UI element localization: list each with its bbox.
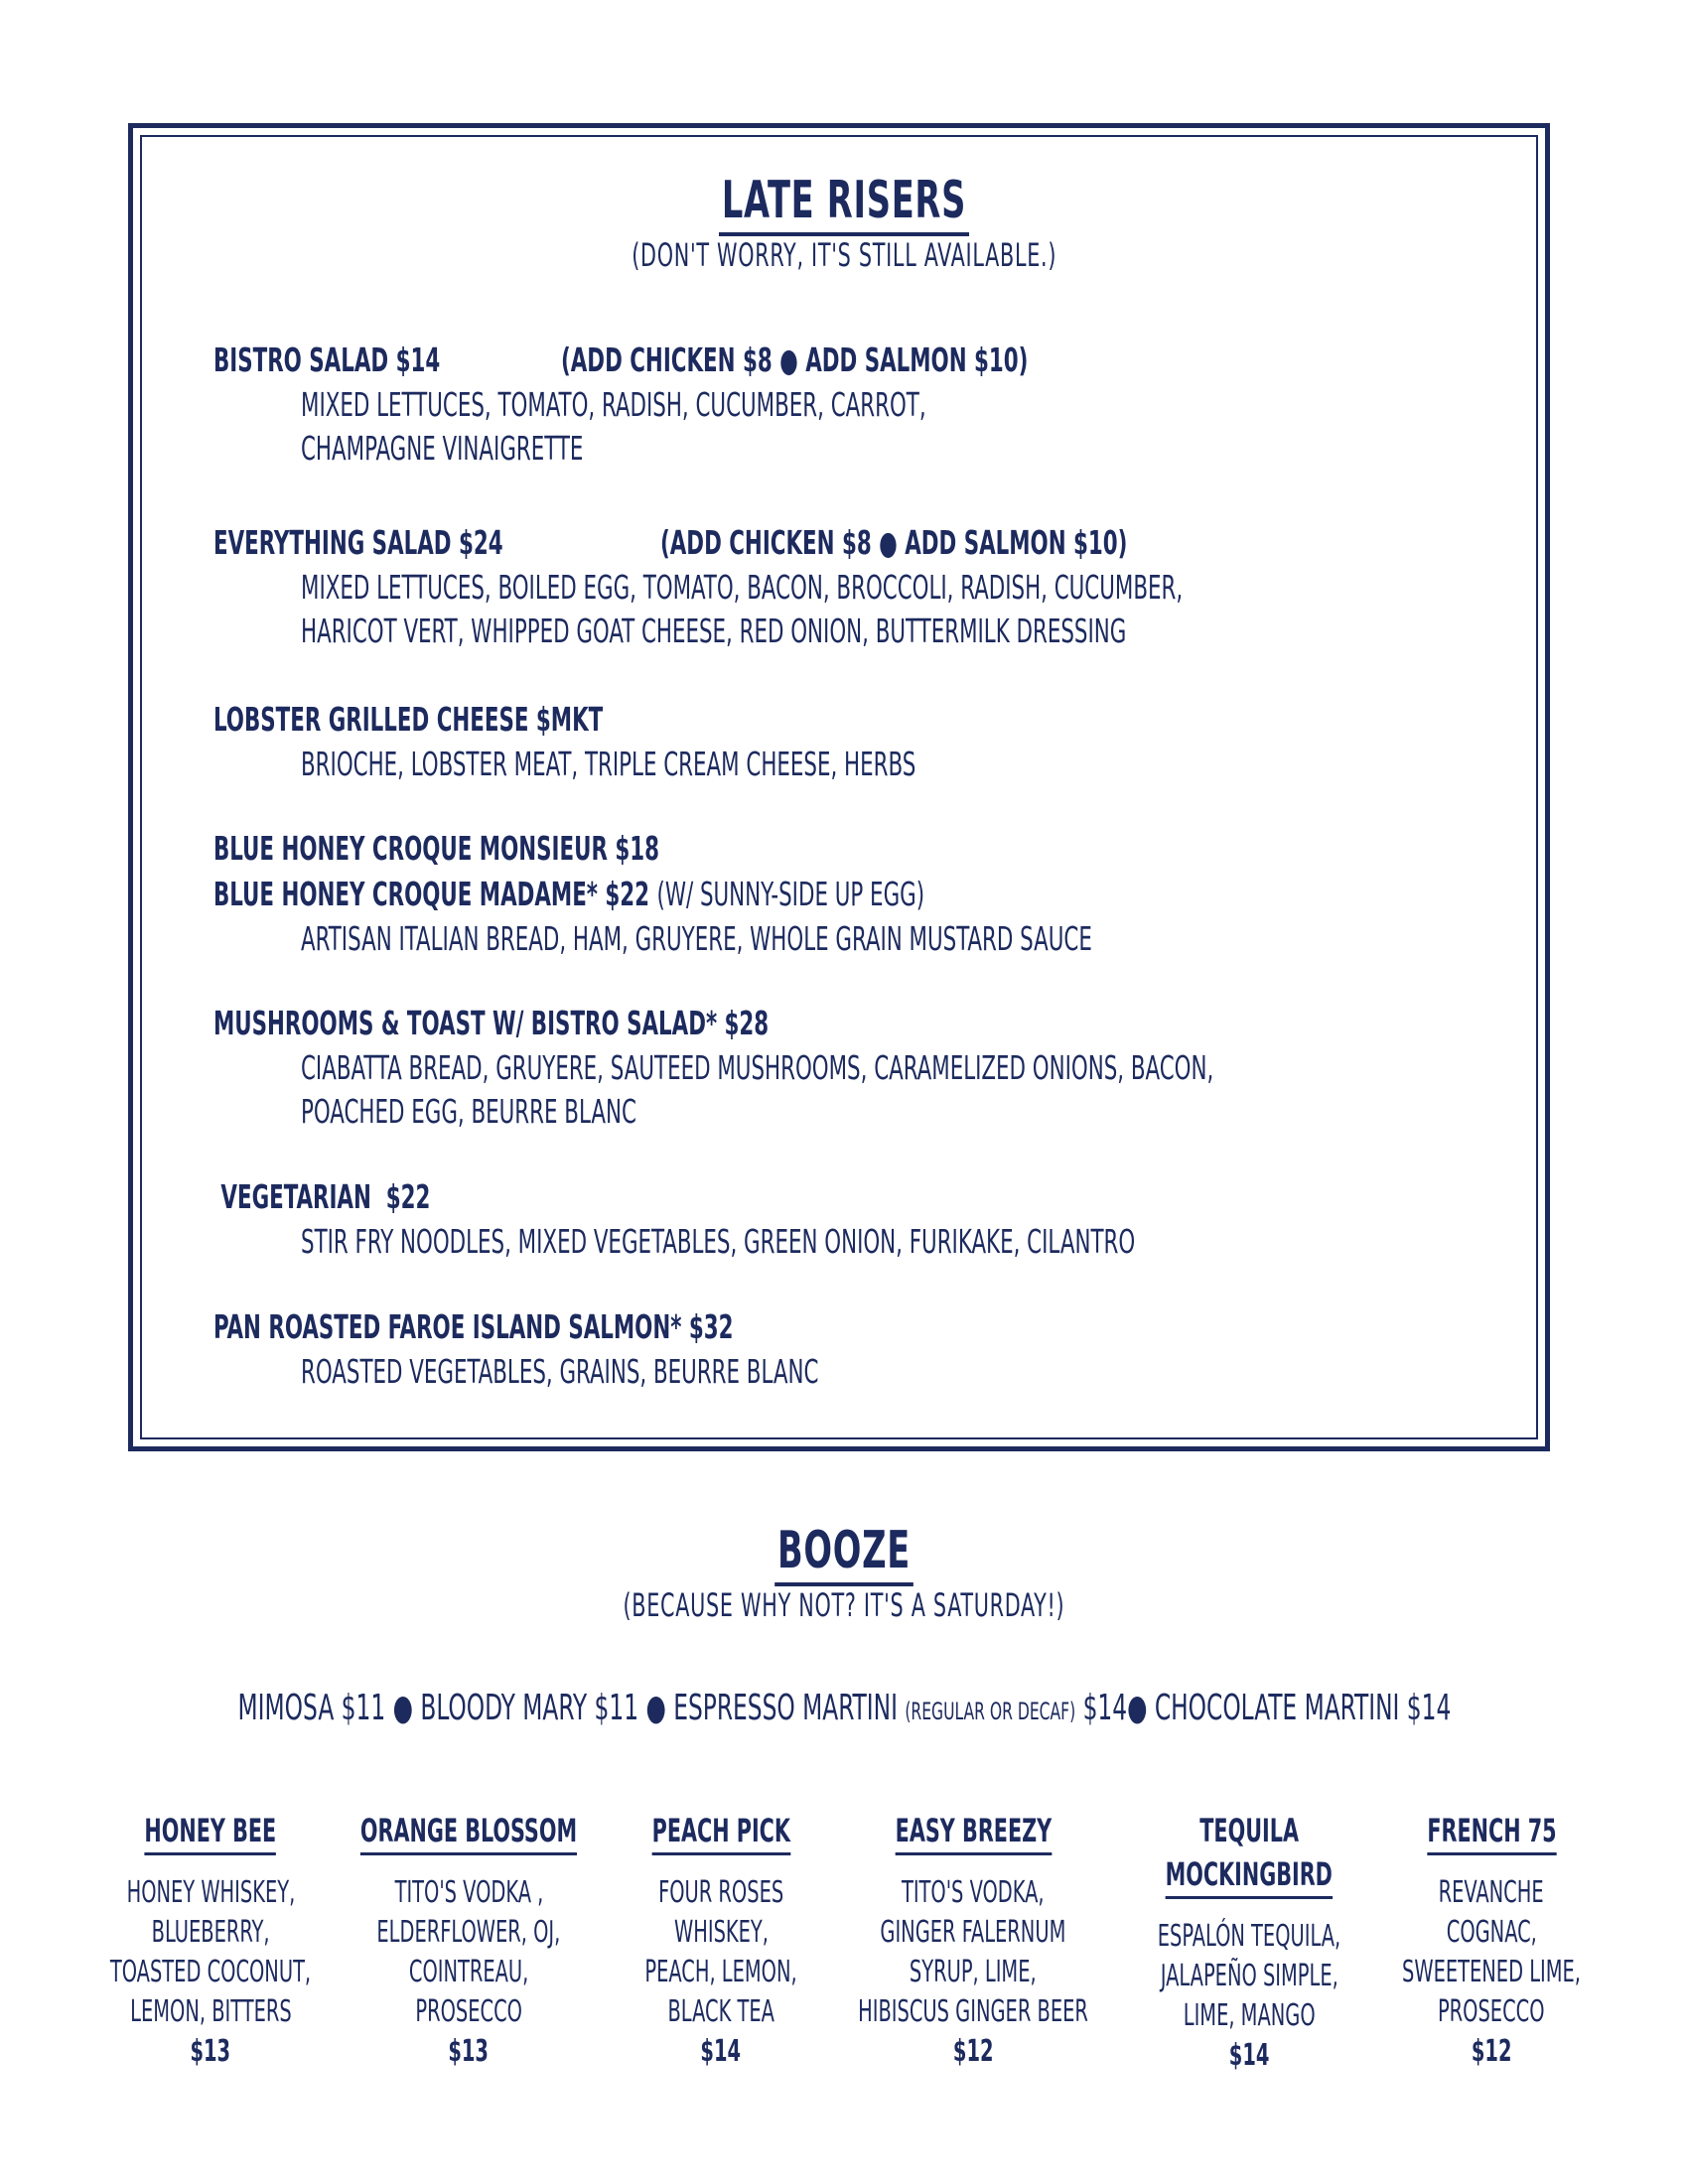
cocktail-price: $12 — [952, 2034, 994, 2069]
item-name: BLUE HONEY CROQUE MONSIEUR $18 — [213, 829, 659, 868]
item-name: BISTRO SALAD $14 — [213, 341, 441, 379]
item-addon: (ADD CHICKEN $8 ● ADD SALMON $10) — [561, 341, 1029, 379]
item-name: VEGETARIAN $22 — [213, 1177, 431, 1216]
cocktail-ingredient: GINGER FALERNUM — [880, 1915, 1066, 1950]
item-name: EVERYTHING SALAD $24 — [213, 523, 503, 562]
menu-item-everything-salad — [213, 520, 1524, 653]
cocktail-name-line2: MOCKINGBIRD — [1166, 1852, 1333, 1899]
cocktail-ingredient: ESPALÓN TEQUILA, — [1157, 1919, 1341, 1954]
cocktail-name: FRENCH 75 — [1427, 1809, 1556, 1855]
cocktail-ingredient: SWEETENED LIME, — [1402, 1955, 1581, 1989]
cocktail-name: EASY BREEZY — [895, 1809, 1051, 1855]
menu-item-vegetarian — [213, 1174, 1524, 1264]
cocktail-price: $13 — [448, 2034, 490, 2069]
cocktail-ingredient: SYRUP, LIME, — [910, 1955, 1037, 1989]
cocktail-name: ORANGE BLOSSOM — [360, 1809, 577, 1855]
item-desc: ARTISAN ITALIAN BREAD, HAM, GRUYERE, WHOLE GRAIN MUSTARD SAUCE — [301, 919, 1092, 958]
cocktail-honey-bee — [71, 1809, 351, 2072]
cocktail-ingredient: HIBISCUS GINGER BEER — [858, 1994, 1088, 2029]
drink-mimosa: MIMOSA $11 — [237, 1688, 385, 1728]
item-name-madame: BLUE HONEY CROQUE MADAME* $22 — [213, 875, 650, 913]
drink-bloody-mary: BLOODY MARY $11 — [419, 1688, 638, 1728]
item-desc: ROASTED VEGETABLES, GRAINS, BEURRE BLANC — [301, 1352, 819, 1391]
cocktail-ingredient: TITO'S VODKA , — [394, 1875, 543, 1910]
cocktail-ingredient: WHISKEY, — [673, 1915, 769, 1950]
separator-dot: ● — [645, 1688, 666, 1728]
cocktail-ingredient: COGNAC, — [1446, 1915, 1537, 1950]
cocktail-price: $14 — [700, 2034, 742, 2069]
cocktail-ingredient: BLACK TEA — [667, 1994, 774, 2029]
item-desc: POACHED EGG, BEURRE BLANC — [301, 1092, 636, 1131]
menu-item-salmon — [213, 1304, 1524, 1394]
cocktail-ingredient: HONEY WHISKEY, — [126, 1875, 295, 1910]
item-name: PAN ROASTED FAROE ISLAND SALMON* $32 — [213, 1307, 734, 1346]
cocktail-ingredient: PEACH, LEMON, — [644, 1955, 797, 1989]
cocktail-price: $13 — [190, 2034, 231, 2069]
menu-item-lobster-grilled-cheese — [213, 697, 1524, 786]
espresso-note: (REGULAR OR DECAF) — [904, 1698, 1075, 1725]
item-addon: (ADD CHICKEN $8 ● ADD SALMON $10) — [660, 523, 1128, 562]
cocktail-ingredient: LIME, MANGO — [1183, 1998, 1316, 2033]
item-desc: BRIOCHE, LOBSTER MEAT, TRIPLE CREAM CHEESE, HERBS — [301, 745, 916, 783]
menu-item-croque — [213, 826, 1524, 961]
cocktail-tequila-mockingbird — [1122, 1809, 1376, 2076]
item-desc: CHAMPAGNE VINAIGRETTE — [301, 429, 584, 468]
item-name: MUSHROOMS & TOAST W/ BISTRO SALAD* $28 — [213, 1004, 770, 1042]
cocktail-ingredient: PROSECCO — [1438, 1994, 1545, 2029]
late-risers-subtitle: (DON'T WORRY, IT'S STILL AVAILABLE.) — [632, 236, 1056, 274]
cocktail-ingredient: ELDERFLOWER, OJ, — [376, 1915, 561, 1950]
drinks-row — [0, 1684, 1688, 1736]
cocktail-price: $12 — [1471, 2034, 1512, 2069]
espresso-price: $14 — [1082, 1688, 1127, 1728]
cocktail-ingredient: FOUR ROSES — [657, 1875, 784, 1910]
cocktail-peach-pick — [616, 1809, 827, 2072]
item-name: LOBSTER GRILLED CHEESE $MKT — [213, 700, 604, 739]
cocktail-name: HONEY BEE — [145, 1809, 277, 1855]
drink-chocolate-martini: CHOCOLATE MARTINI $14 — [1154, 1688, 1451, 1728]
item-desc: MIXED LETTUCES, TOMATO, RADISH, CUCUMBER, CARROT, — [301, 385, 926, 424]
separator-dot: ● — [1126, 1688, 1148, 1728]
cocktail-name: PEACH PICK — [651, 1809, 789, 1855]
cocktail-ingredient: TOASTED COCONUT, — [109, 1955, 312, 1989]
cocktail-ingredient: PROSECCO — [415, 1994, 522, 2029]
late-risers-title: LATE RISERS — [0, 171, 1688, 236]
separator-dot: ● — [392, 1688, 413, 1728]
cocktail-ingredient: REVANCHE — [1439, 1875, 1544, 1910]
cocktail-orange-blossom — [318, 1809, 619, 2072]
cocktail-ingredient: TITO'S VODKA, — [902, 1875, 1045, 1910]
cocktail-name: TEQUILA — [1199, 1812, 1299, 1849]
cocktail-price: $14 — [1228, 2038, 1270, 2073]
cocktail-ingredient: BLUEBERRY, — [151, 1915, 270, 1950]
cocktail-easy-breezy — [813, 1809, 1133, 2072]
item-desc: CIABATTA BREAD, GRUYERE, SAUTEED MUSHROOMS, CARAMELIZED ONIONS, BACON, — [301, 1048, 1214, 1087]
item-desc: HARICOT VERT, WHIPPED GOAT CHEESE, RED ONION, BUTTERMILK DRESSING — [301, 612, 1127, 650]
menu-item-bistro-salad — [213, 338, 1524, 471]
menu-item-mushrooms-toast — [213, 1001, 1524, 1134]
booze-subtitle: (BECAUSE WHY NOT? IT'S A SATURDAY!) — [623, 1586, 1065, 1624]
drink-espresso-martini: ESPRESSO MARTINI — [672, 1688, 898, 1728]
cocktail-ingredient: JALAPEÑO SIMPLE, — [1160, 1959, 1338, 1993]
item-desc: MIXED LETTUCES, BOILED EGG, TOMATO, BACON, BROCCOLI, RADISH, CUCUMBER, — [301, 568, 1184, 607]
cocktail-ingredient: LEMON, BITTERS — [129, 1994, 292, 2029]
cocktail-ingredient: COINTREAU, — [408, 1955, 529, 1989]
item-note: (W/ SUNNY-SIDE UP EGG) — [656, 875, 925, 913]
booze-title: BOOZE — [0, 1521, 1688, 1586]
cocktail-french-75 — [1367, 1809, 1616, 2072]
item-desc: STIR FRY NOODLES, MIXED VEGETABLES, GREEN ONION, FURIKAKE, CILANTRO — [301, 1222, 1136, 1261]
